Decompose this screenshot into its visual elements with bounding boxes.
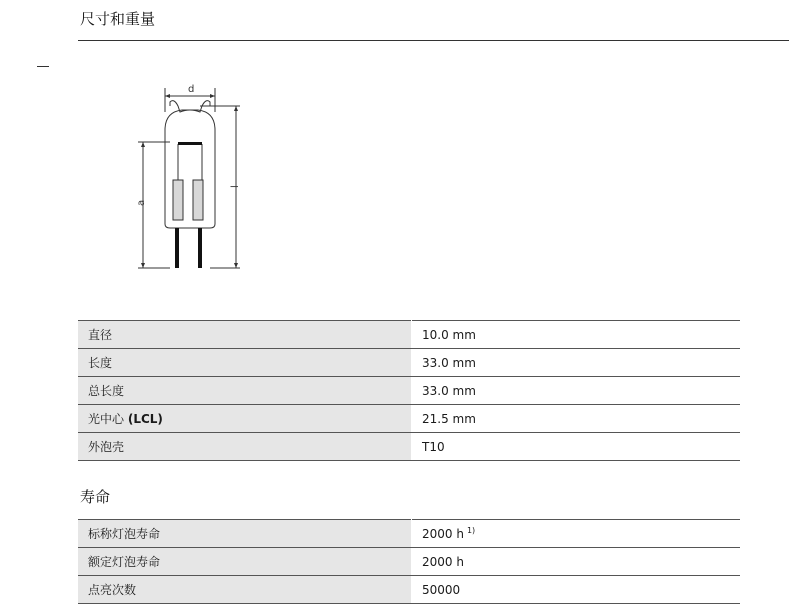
row-label: 外泡壳: [78, 433, 412, 461]
table-row: [78, 548, 740, 576]
row-value: 21.5 mm: [412, 405, 741, 433]
dimensions-section-title: 尺寸和重量: [80, 10, 156, 28]
row-value: T10: [412, 433, 741, 461]
lifespan-table: [78, 519, 740, 604]
seal-left: [173, 180, 183, 220]
table-row: [78, 576, 740, 604]
lamp-dimension-drawing: [130, 82, 250, 282]
footnote-marker[interactable]: 1): [466, 526, 476, 535]
row-value: 2000 h: [412, 548, 741, 576]
row-value: 33.0 mm: [412, 349, 741, 377]
row-label: 直径: [78, 321, 412, 349]
table-row: [78, 349, 740, 377]
table-row: [78, 377, 740, 405]
row-value: [412, 520, 741, 548]
drawing-label-d: d: [188, 84, 195, 95]
row-value-text: 2000 h: [422, 527, 464, 541]
row-label: 点亮次数: [78, 576, 412, 604]
row-label: 额定灯泡寿命: [78, 548, 412, 576]
dimensions-table: [78, 320, 740, 461]
pin-left: [175, 228, 179, 268]
row-value: 10.0 mm: [412, 321, 741, 349]
row-label: 总长度: [78, 377, 412, 405]
section-divider: [78, 40, 789, 41]
table-row: [78, 433, 740, 461]
table-row: [78, 520, 740, 548]
seal-right: [193, 180, 203, 220]
row-label: 长度: [78, 349, 412, 377]
row-value: 50000: [412, 576, 741, 604]
pin-right: [198, 228, 202, 268]
collapse-dash: [37, 66, 49, 67]
row-label: [78, 405, 412, 433]
lifespan-section-title: 寿命: [80, 488, 111, 506]
row-label-abbrev: (LCL): [127, 412, 163, 426]
table-row: [78, 321, 740, 349]
table-row: [78, 405, 740, 433]
row-label-text: 光中心: [88, 412, 125, 426]
drawing-label-l: l: [230, 185, 241, 188]
filament: [178, 142, 202, 145]
row-label: 标称灯泡寿命: [78, 520, 412, 548]
row-value: 33.0 mm: [412, 377, 741, 405]
drawing-label-a: a: [136, 199, 147, 206]
